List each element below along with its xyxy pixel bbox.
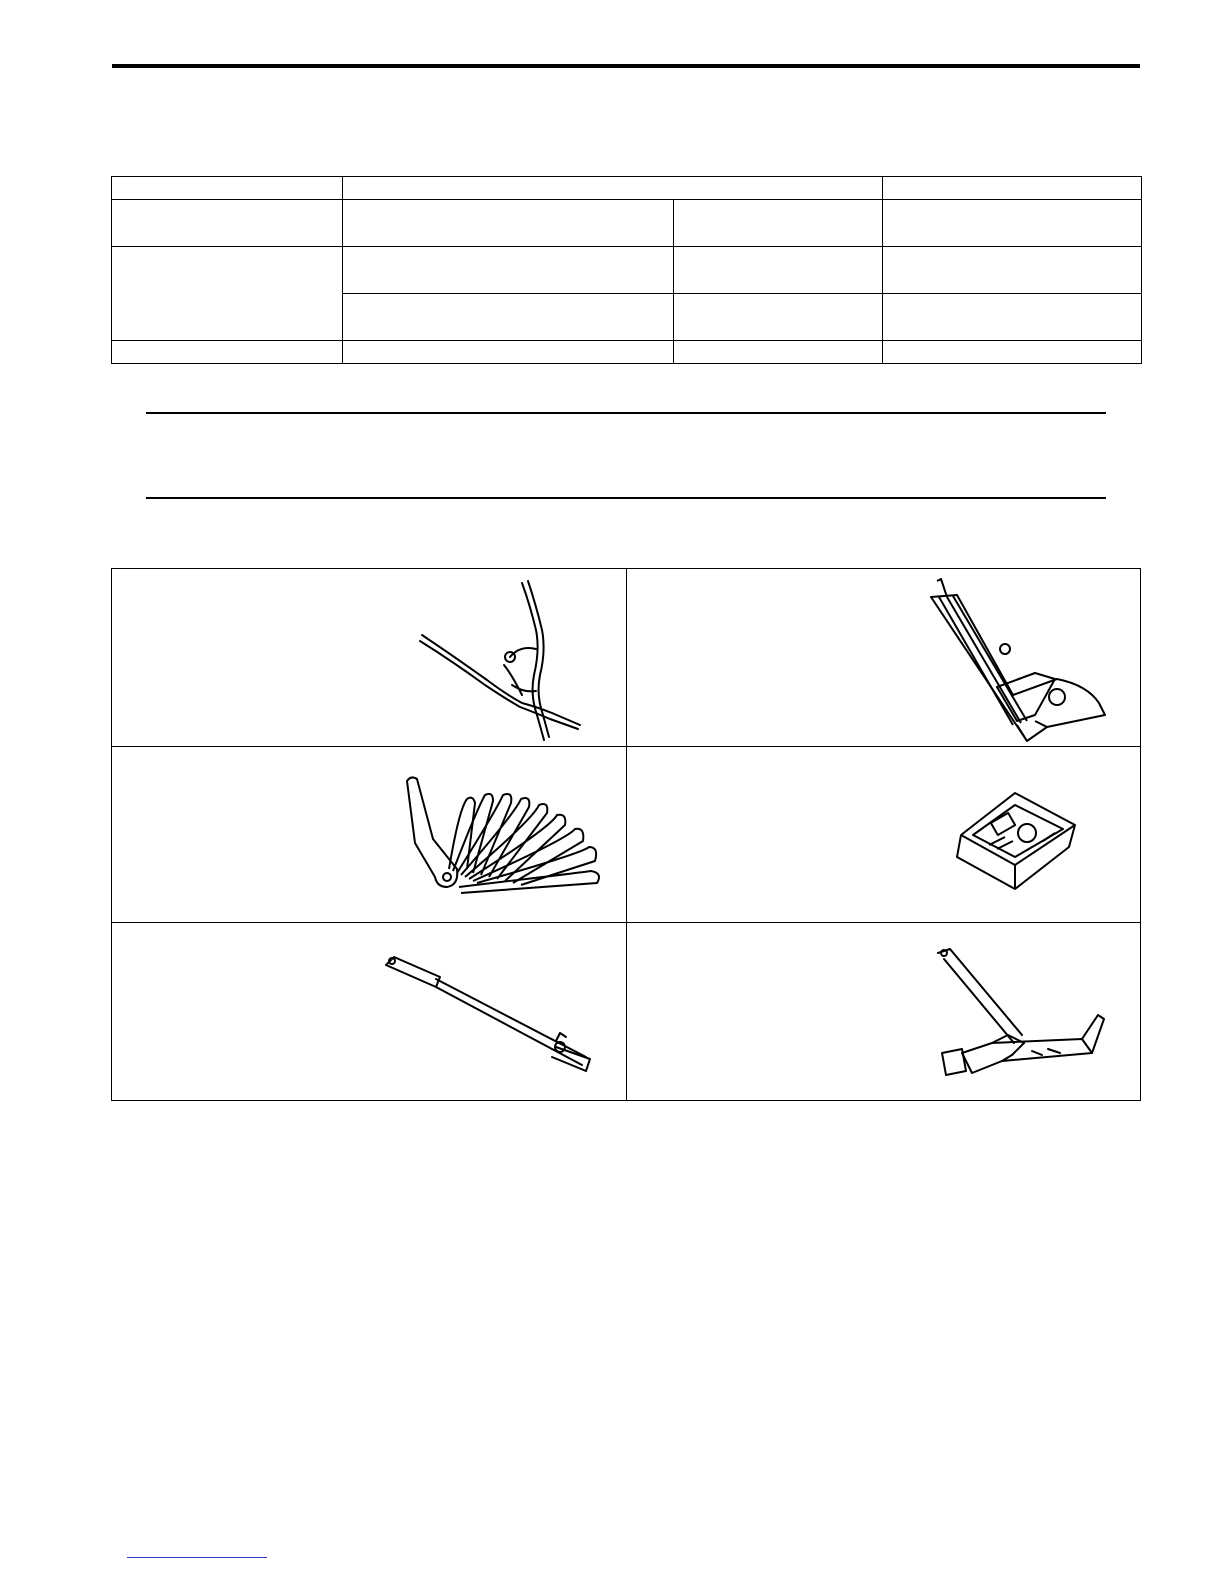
table-cell — [883, 294, 1142, 341]
header-rule — [112, 64, 1140, 68]
table-header-row — [112, 177, 1142, 200]
table-cell — [343, 294, 674, 341]
table-cell — [112, 341, 343, 364]
special-tools-grid — [111, 568, 1141, 1101]
table-cell — [883, 247, 1142, 294]
tool-cell — [626, 746, 1140, 922]
table-cell — [112, 247, 343, 341]
header-cell — [112, 177, 343, 200]
footer-link[interactable] — [127, 1557, 267, 1558]
table-cell — [343, 200, 674, 247]
table-row — [112, 341, 1142, 364]
tester-case-icon — [953, 785, 1083, 895]
spec-table — [111, 176, 1142, 364]
tool-cell — [112, 922, 626, 1100]
table-cell — [883, 200, 1142, 247]
tool-cell — [112, 569, 626, 746]
tool-cell — [626, 569, 1140, 746]
table-cell — [343, 341, 674, 364]
table-cell — [883, 341, 1142, 364]
note-bottom-rule — [146, 497, 1106, 499]
table-row — [112, 247, 1142, 294]
table-cell — [674, 247, 883, 294]
long-rod-tool-icon — [380, 949, 605, 1079]
tool-cell — [112, 746, 626, 922]
table-cell — [343, 247, 674, 294]
vernier-caliper-icon — [917, 575, 1117, 745]
holder-wrench-icon — [932, 943, 1112, 1083]
table-cell — [112, 200, 343, 247]
table-row — [112, 200, 1142, 247]
table-cell — [674, 200, 883, 247]
tool-cell — [626, 922, 1140, 1100]
table-cell — [674, 341, 883, 364]
table-cell — [674, 294, 883, 341]
header-cell — [343, 177, 883, 200]
header-cell — [883, 177, 1142, 200]
snap-ring-pliers-icon — [412, 575, 597, 745]
thickness-gauge-icon — [397, 769, 607, 899]
note-top-rule — [146, 412, 1106, 414]
